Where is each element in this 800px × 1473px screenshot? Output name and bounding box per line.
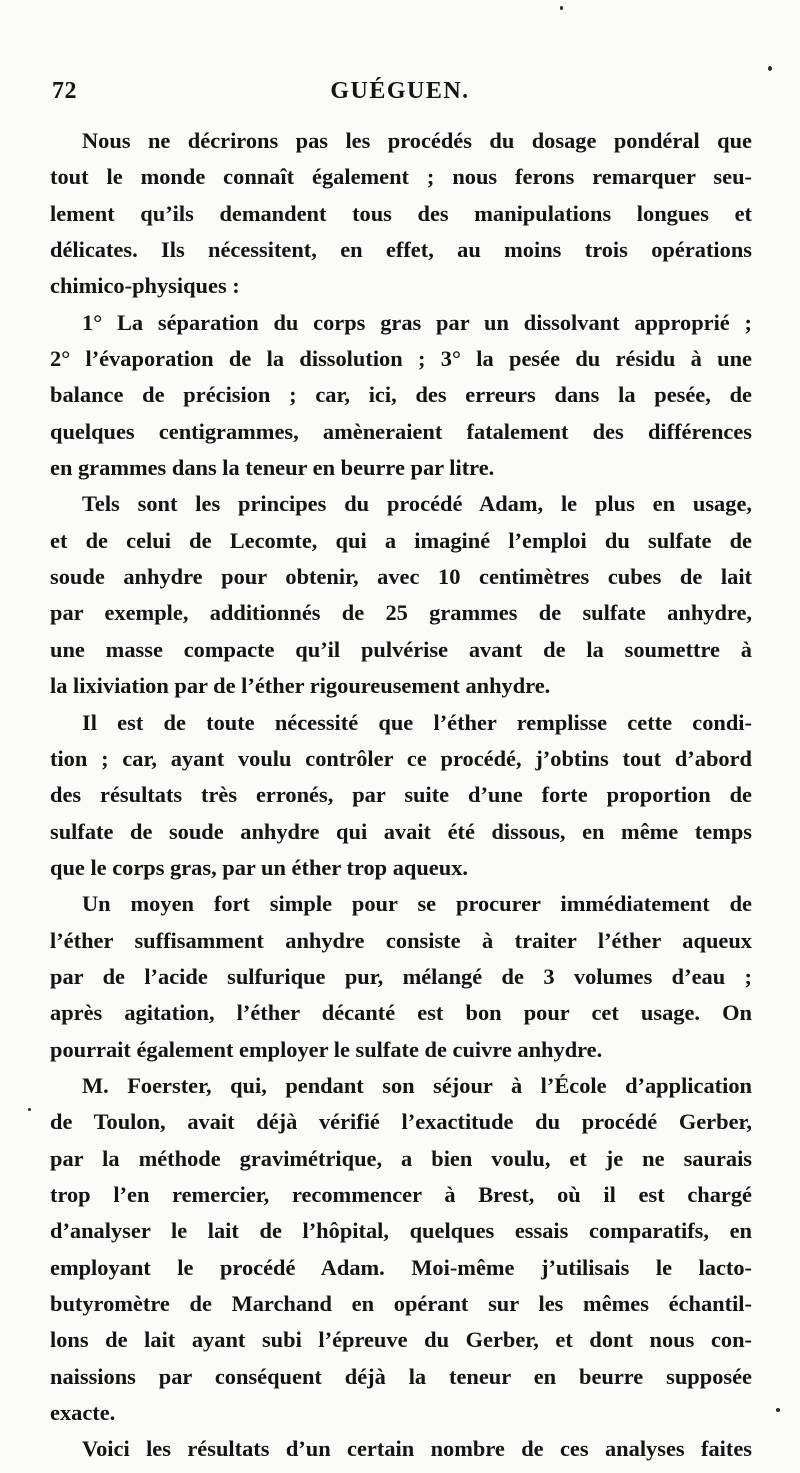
text-line: Tels sont les principes du procédé Adam, le plus en usage, <box>82 491 752 517</box>
ink-speck <box>776 1408 780 1412</box>
text-line: de Toulon, avait déjà vérifié l’exactitude du procédé Gerber, <box>50 1109 752 1135</box>
text-line: Il est de toute nécessité que l’éther remplisse cette condi- <box>82 709 752 735</box>
text-line: des résultats très erronés, par suite d’une forte proportion de <box>50 782 752 808</box>
text-line: 2° l’évaporation de la dissolution ; 3° la pesée du résidu à une <box>50 346 752 372</box>
text-line: que le corps gras, par un éther trop aqueux. <box>50 854 468 880</box>
text-line: Nous ne décrirons pas les procédés du dosage pondéral que <box>82 128 752 153</box>
text-line: employant le procédé Adam. Moi-même j’utilisais le lacto- <box>50 1254 752 1280</box>
text-line: délicates. Ils nécessitent, en effet, au moins trois opérations <box>50 237 752 263</box>
text-line: butyromètre de Marchand en opérant sur les mêmes échantil- <box>50 1291 752 1316</box>
text-line: lons de lait ayant subi l’épreuve du Gerber, et dont nous con- <box>50 1327 752 1353</box>
text-line: chimico-physiques : <box>50 273 240 299</box>
text-line: tion ; car, ayant voulu contrôler ce procédé, j’obtins tout d’abord <box>50 745 752 771</box>
text-line: par la méthode gravimétrique, a bien voulu, et je ne saurais <box>50 1145 752 1171</box>
text-line: par exemple, additionnés de 25 grammes de sulfate anhydre, <box>50 600 752 626</box>
page-number: 72 <box>52 78 77 104</box>
text-line: quelques centigrammes, amèneraient fatalement des différences <box>50 418 752 444</box>
page-header <box>50 78 750 118</box>
text-line: sulfate de soude anhydre qui avait été dissous, en même temps <box>50 818 752 844</box>
text-line: exacte. <box>50 1400 116 1426</box>
text-line: balance de précision ; car, ici, des erreurs dans la pesée, de <box>50 382 752 408</box>
text-line: naissions par conséquent déjà la teneur en beurre supposée <box>50 1363 752 1389</box>
text-line: en grammes dans la teneur en beurre par litre. <box>50 455 495 481</box>
text-line: Voici les résultats d’un certain nombre de ces analyses faites <box>82 1436 752 1462</box>
text-line: soude anhydre pour obtenir, avec 10 centimètres cubes de lait <box>50 564 752 590</box>
ink-speck <box>28 1108 31 1111</box>
text-line: une masse compacte qu’il pulvérise avant de la soumettre à <box>50 636 752 662</box>
text-line: trop l’en remercier, recommencer à Brest, où il est chargé <box>50 1181 752 1207</box>
text-line: par de l’acide sulfurique pur, mélangé de 3 volumes d’eau ; <box>50 963 752 989</box>
text-line: tout le monde connaît également ; nous ferons remarquer seu- <box>50 164 752 190</box>
ink-speck <box>560 6 563 10</box>
text-line: lement qu’ils demandent tous des manipulations longues et <box>50 200 752 226</box>
running-head: GUÉGUEN. <box>330 78 470 104</box>
text-line: 1° La séparation du corps gras par un dissolvant approprié ; <box>82 309 752 335</box>
text-line: pourrait également employer le sulfate de cuivre anhydre. <box>50 1036 603 1062</box>
text-line: et de celui de Lecomte, qui a imaginé l’emploi du sulfate de <box>50 527 752 553</box>
text-line: après agitation, l’éther décanté est bon pour cet usage. On <box>50 1000 752 1026</box>
text-line: l’éther suffisamment anhydre consiste à traiter l’éther aqueux <box>50 927 752 953</box>
text-line: la lixiviation par de l’éther rigoureusement anhydre. <box>50 673 551 699</box>
text-line: M. Foerster, qui, pendant son séjour à l’École d’application <box>82 1072 752 1098</box>
text-line: Un moyen fort simple pour se procurer immédiatement de <box>82 891 752 917</box>
text-line: d’analyser le lait de l’hôpital, quelques essais comparatifs, en <box>50 1218 752 1244</box>
ink-speck <box>768 66 772 71</box>
body-text <box>50 123 752 1468</box>
